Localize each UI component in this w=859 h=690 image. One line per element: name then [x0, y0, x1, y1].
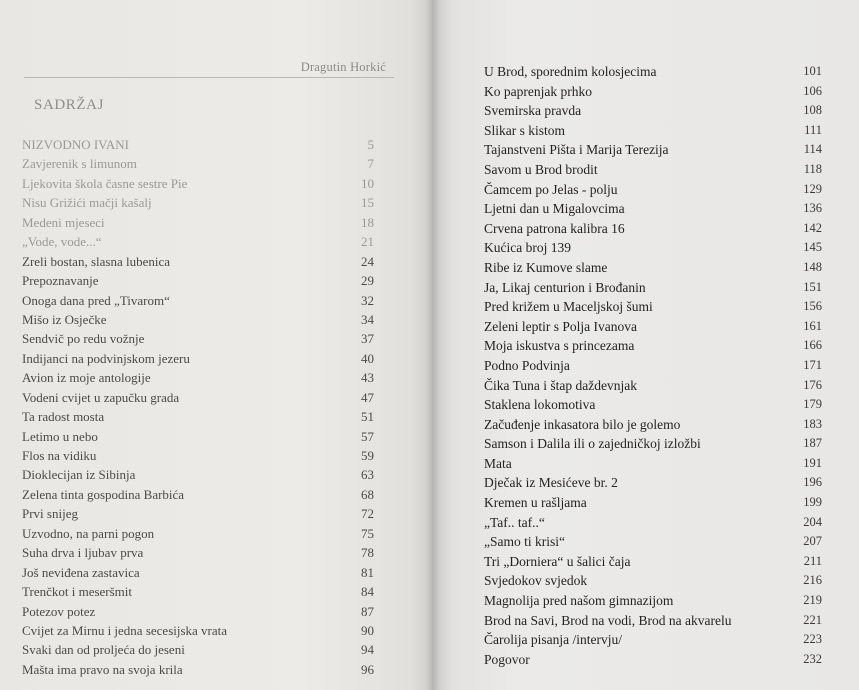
toc-entry: [22, 329, 374, 348]
toc-entry-page: 187: [803, 436, 822, 451]
toc-entry-page: 179: [803, 397, 822, 412]
toc-entry-title: Ko paprenjak prhko: [484, 83, 592, 99]
toc-entry-page: 204: [803, 514, 822, 529]
toc-entry-page: 47: [361, 389, 374, 405]
toc-entry-title: Još neviđena zastavica: [22, 564, 140, 580]
toc-entry: [22, 271, 374, 290]
toc-entry-page: 84: [361, 584, 374, 600]
toc-entry-title: Ja, Likaj centurion i Brođanin: [484, 279, 646, 295]
toc-entry-title: Sendvič po redu vožnje: [22, 331, 145, 347]
toc-entry: [22, 368, 374, 387]
toc-entry: [22, 252, 374, 271]
toc-entry-title: Crvena patrona kalibra 16: [484, 220, 625, 236]
toc-entry: [484, 532, 822, 552]
toc-entry-page: 34: [361, 311, 374, 327]
toc-entry: [484, 395, 822, 415]
toc-entry-title: NIZVODNO IVANI: [22, 137, 129, 152]
contents-title: SADRŽAJ: [34, 97, 105, 113]
toc-entry-title: Suha drva i ljubav prva: [22, 545, 144, 561]
toc-entry-title: Ribe iz Kumove slame: [484, 259, 608, 275]
toc-entry: [484, 454, 822, 474]
toc-entry-title: Zreli bostan, slasna lubenica: [22, 253, 171, 269]
toc-entry-page: 207: [803, 534, 822, 549]
toc-entry: [22, 602, 374, 621]
header-rule: [24, 77, 394, 78]
toc-entry-title: Zelena tinta gospodina Barbića: [22, 486, 185, 502]
toc-entry: [484, 376, 822, 396]
author-name: Dragutin Horkić: [300, 60, 386, 74]
toc-entry-title: Začuđenje inkasatora bilo je golemo: [484, 416, 681, 432]
toc-entry-page: 136: [803, 201, 822, 216]
toc-entry: [22, 388, 374, 407]
toc-entry-page: 171: [803, 357, 822, 372]
toc-entry: [22, 621, 374, 640]
toc-entry-page: 211: [803, 553, 822, 568]
toc-entry-title: Ljekovita škola časne sestre Pie: [22, 175, 188, 191]
toc-entry-page: 156: [803, 299, 822, 314]
toc-entry-title: Zavjerenik s limunom: [22, 156, 137, 172]
toc-entry: [22, 291, 374, 310]
toc-entry-page: 5: [367, 137, 374, 152]
toc-entry-title: Kućica broj 139: [484, 240, 571, 256]
toc-entry-page: 32: [361, 292, 374, 308]
toc-list-left: [22, 135, 374, 679]
toc-entry-page: 40: [361, 350, 374, 366]
toc-entry-page: 216: [803, 573, 822, 588]
toc-entry-title: Potezov potez: [22, 603, 96, 619]
toc-entry-title: Prepoznavanje: [22, 273, 99, 289]
toc-entry: [22, 543, 374, 562]
toc-entry-page: 129: [803, 181, 822, 196]
toc-entry: [484, 356, 822, 376]
toc-entry-page: 59: [361, 448, 374, 463]
toc-entry: [484, 630, 822, 650]
toc-entry: [484, 82, 822, 102]
toc-entry: [22, 485, 374, 504]
toc-entry: [484, 297, 822, 317]
toc-entry-page: 176: [803, 377, 822, 392]
toc-entry-title: Uzvodno, na parni pogon: [22, 525, 155, 541]
toc-entry: [22, 563, 374, 582]
toc-entry-page: 151: [803, 279, 822, 294]
toc-entry-title: U Brod, sporednim kolosjecima: [484, 64, 657, 79]
toc-entry-page: 232: [803, 651, 822, 666]
toc-entry: [484, 552, 822, 572]
toc-entry: [22, 349, 374, 368]
toc-entry: [22, 310, 374, 329]
toc-entry-title: Dječak iz Mesićeve br. 2: [484, 475, 618, 491]
toc-entry: [22, 213, 374, 232]
toc-entry-page: 37: [361, 331, 374, 347]
toc-entry-page: 18: [361, 214, 374, 230]
toc-entry-title: Magnolija pred našom gimnazijom: [484, 593, 674, 609]
toc-entry-title: Slikar s kistom: [484, 122, 566, 138]
toc-entry: [484, 62, 822, 82]
toc-entry-title: Kremen u rašljama: [484, 495, 587, 511]
toc-entry-title: Cvijet za Mirnu i jedna secesijska vrata: [22, 622, 228, 638]
toc-entry: [484, 473, 822, 493]
toc-entry: [484, 121, 822, 141]
toc-entry-page: 199: [803, 495, 822, 510]
toc-entry-page: 191: [803, 455, 822, 470]
toc-entry-title: Čamcem po Jelas - polju: [484, 181, 618, 197]
toc-entry-page: 72: [361, 506, 374, 522]
toc-entry-page: 15: [361, 195, 374, 211]
toc-entry-title: Mata: [484, 455, 512, 471]
toc-entry-title: Svaki dan od proljeća do jeseni: [22, 642, 185, 658]
toc-entry-title: Ljetni dan u Migalovcima: [484, 201, 625, 217]
toc-entry-title: Čarolija pisanja /intervju/: [484, 632, 622, 648]
toc-entry-title: Mišo iz Osječke: [22, 311, 107, 327]
toc-entry-title: Moja iskustva s princezama: [484, 338, 635, 354]
toc-entry-title: Medeni mjeseci: [22, 214, 105, 230]
toc-entry-page: 106: [803, 83, 822, 98]
toc-entry: [484, 513, 822, 533]
toc-entry-page: 68: [361, 486, 374, 502]
toc-entry: [22, 193, 374, 212]
toc-entry: [22, 407, 374, 426]
toc-entry-title: Čika Tuna i štap daždevnjak: [484, 377, 637, 393]
toc-entry-page: 148: [803, 259, 822, 274]
toc-entry: [22, 640, 374, 659]
toc-entry-title: Svjedokov svjedok: [484, 573, 588, 589]
toc-entry-title: Avion iz moje antologije: [22, 370, 151, 386]
toc-entry-page: 90: [361, 622, 374, 638]
toc-entry: [484, 278, 822, 298]
toc-entry: [22, 524, 374, 543]
toc-entry: [484, 160, 822, 180]
toc-entry-title: Flos na vidiku: [22, 448, 97, 463]
toc-entry-page: 57: [361, 428, 374, 444]
toc-entry-title: Indijanci na podvinjskom jezeru: [22, 350, 190, 366]
toc-entry: [484, 571, 822, 591]
toc-entry-page: 166: [803, 338, 822, 353]
toc-entry-title: „Vode, vode...“: [22, 234, 102, 250]
toc-entry-title: Onoga dana pred „Tivarom“: [22, 292, 170, 308]
toc-entry: [22, 135, 374, 154]
toc-entry: [484, 434, 822, 454]
toc-entry-title: Letimo u nebo: [22, 428, 98, 444]
toc-entry: [484, 650, 822, 670]
toc-entry: [22, 427, 374, 446]
toc-entry-page: 10: [361, 175, 374, 191]
toc-entry-page: 161: [803, 318, 822, 333]
toc-entry: [484, 180, 822, 200]
toc-entry-page: 24: [361, 253, 374, 269]
toc-entry-title: Brod na Savi, Brod na vodi, Brod na akvarelu: [484, 612, 732, 628]
toc-entry-page: 142: [803, 220, 822, 235]
toc-entry-page: 111: [804, 122, 822, 137]
toc-entry-page: 75: [361, 525, 374, 541]
toc-entry: [484, 140, 822, 160]
toc-entry-page: 51: [361, 409, 374, 425]
toc-entry: [484, 258, 822, 278]
toc-entry-title: Pogovor: [484, 651, 530, 667]
toc-entry-title: „Taf.. taf..“: [484, 514, 545, 530]
toc-entry-page: 87: [361, 603, 374, 619]
toc-entry-page: 7: [367, 156, 374, 172]
toc-entry-title: Dioklecijan iz Sibinja: [22, 467, 136, 483]
toc-entry-page: 101: [803, 64, 822, 78]
book-gutter: [426, 0, 440, 690]
toc-entry-page: 219: [803, 593, 822, 608]
toc-entry-title: Nisu Grižići mačji kašalj: [22, 195, 152, 211]
toc-entry-page: 29: [361, 273, 374, 289]
toc-entry-page: 78: [361, 545, 374, 561]
toc-entry-page: 114: [803, 142, 822, 157]
toc-entry-title: Pred križem u Maceljskoj šumi: [484, 299, 653, 315]
toc-entry-title: Samson i Dalila ili o zajedničkoj izložbi: [484, 436, 701, 452]
toc-entry: [484, 219, 822, 239]
toc-entry-title: Staklena lokomotiva: [484, 397, 596, 413]
toc-entry: [22, 154, 374, 173]
toc-entry-title: Zeleni leptir s Polja Ivanova: [484, 318, 637, 334]
toc-entry: [484, 101, 822, 121]
toc-entry-title: Savom u Brod brodit: [484, 161, 598, 177]
toc-entry-title: Vodeni cvijet u zapučku grada: [22, 389, 180, 405]
toc-entry: [22, 660, 374, 679]
toc-entry-page: 183: [803, 416, 822, 431]
toc-entry: [484, 611, 822, 631]
toc-entry-page: 81: [361, 564, 374, 580]
toc-entry-page: 94: [361, 642, 374, 658]
toc-entry-page: 118: [803, 161, 822, 176]
toc-entry: [484, 317, 822, 337]
toc-entry: [22, 504, 374, 523]
toc-entry-page: 223: [803, 632, 822, 647]
toc-entry: [484, 199, 822, 219]
toc-entry-title: Mašta ima pravo na svoja krila: [22, 661, 183, 677]
toc-entry: [484, 336, 822, 356]
toc-entry-title: Tajanstveni Pišta i Marija Terezija: [484, 142, 669, 158]
toc-entry-title: Svemirska pravda: [484, 103, 582, 119]
running-head: [0, 0, 432, 80]
toc-entry-title: Ta radost mosta: [22, 409, 105, 425]
toc-entry: [484, 591, 822, 611]
toc-entry-title: „Samo ti krisi“: [484, 534, 565, 550]
toc-entry-page: 21: [361, 234, 374, 250]
toc-entry-page: 108: [803, 103, 822, 118]
toc-entry-page: 96: [361, 661, 374, 677]
toc-entry: [22, 465, 374, 484]
toc-list-right: [484, 62, 822, 669]
toc-entry: [22, 446, 374, 465]
toc-entry-page: 145: [803, 240, 822, 255]
toc-entry: [484, 238, 822, 258]
toc-entry-title: Tri „Dorniera“ u šalici čaja: [484, 553, 631, 569]
toc-entry-page: 43: [361, 370, 374, 386]
toc-entry-page: 196: [803, 475, 822, 490]
toc-entry: [22, 232, 374, 251]
toc-entry-title: Prvi snijeg: [22, 506, 78, 522]
toc-entry-title: Podno Podvinja: [484, 357, 570, 373]
toc-entry: [484, 415, 822, 435]
toc-entry: [22, 582, 374, 601]
toc-entry-page: 63: [361, 467, 374, 483]
toc-entry: [22, 174, 374, 193]
toc-entry: [484, 493, 822, 513]
toc-entry-title: Trenčkot i meseršmit: [22, 584, 133, 600]
toc-entry-page: 221: [803, 612, 822, 627]
